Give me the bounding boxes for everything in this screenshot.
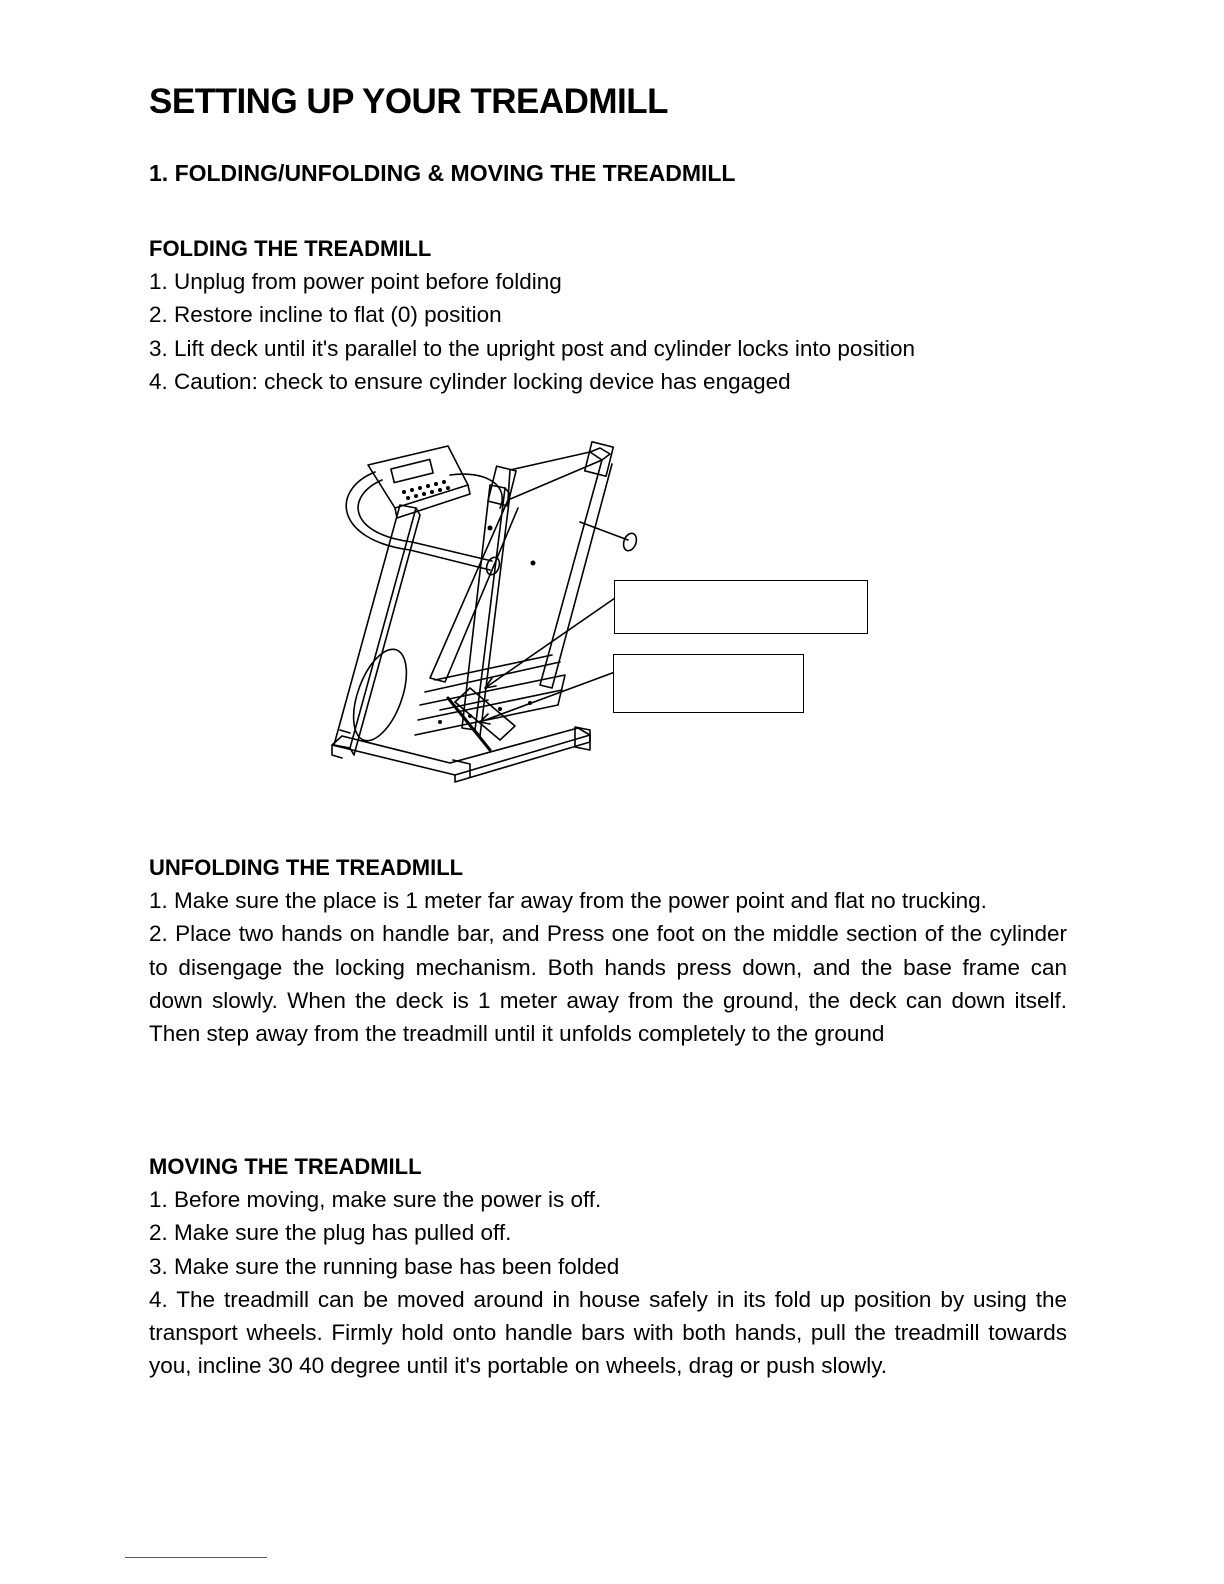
callout-box-upper [614, 580, 868, 634]
moving-heading: MOVING THE TREADMILL [149, 1154, 422, 1179]
page-title: SETTING UP YOUR TREADMILL [149, 82, 669, 121]
callout-box-lower [613, 654, 804, 713]
folding-section [149, 232, 1067, 398]
moving-step: 1. Before moving, make sure the power is off. [149, 1187, 602, 1212]
section-heading: 1. FOLDING/UNFOLDING & MOVING THE TREADMILL [149, 160, 736, 186]
moving-step: 3. Make sure the running base has been folded [149, 1253, 620, 1279]
unfolding-heading: UNFOLDING THE TREADMILL [149, 855, 464, 880]
moving-section [149, 1150, 1067, 1383]
unfolding-section [149, 851, 1067, 1050]
unfolding-step: 2. Place two hands on handle bar, and Press one foot on the middle section of the cylinder to disengage the locking mechanism. Both hands press down, and the base frame can down slowly. When the deck is 1 meter away from the ground, the deck can down itself. Then step away from the treadmill until it unfolds completely to the ground [149, 921, 1067, 1047]
folding-heading: FOLDING THE TREADMILL [149, 236, 432, 261]
folding-step: 4. Caution: check to ensure cylinder locking device has engaged [149, 368, 791, 394]
folding-step: 2. Restore incline to flat (0) position [149, 302, 502, 328]
folded-treadmill-figure [320, 430, 880, 800]
folding-step: 1. Unplug from power point before folding [149, 269, 562, 294]
footer-rule [125, 1557, 267, 1558]
moving-step: 2. Make sure the plug has pulled off. [149, 1220, 512, 1246]
folding-step: 3. Lift deck until it's parallel to the upright post and cylinder locks into position [149, 335, 915, 361]
moving-step: 4. The treadmill can be moved around in house safely in its fold up position by using the transport wheels. Firmly hold onto handle bars with both hands, pull the treadmill towards you, incline 30 40 degree until it's portable on wheels, drag or push slowly. [149, 1286, 1067, 1379]
unfolding-step: 1. Make sure the place is 1 meter far away from the power point and flat no trucking. [149, 888, 987, 913]
